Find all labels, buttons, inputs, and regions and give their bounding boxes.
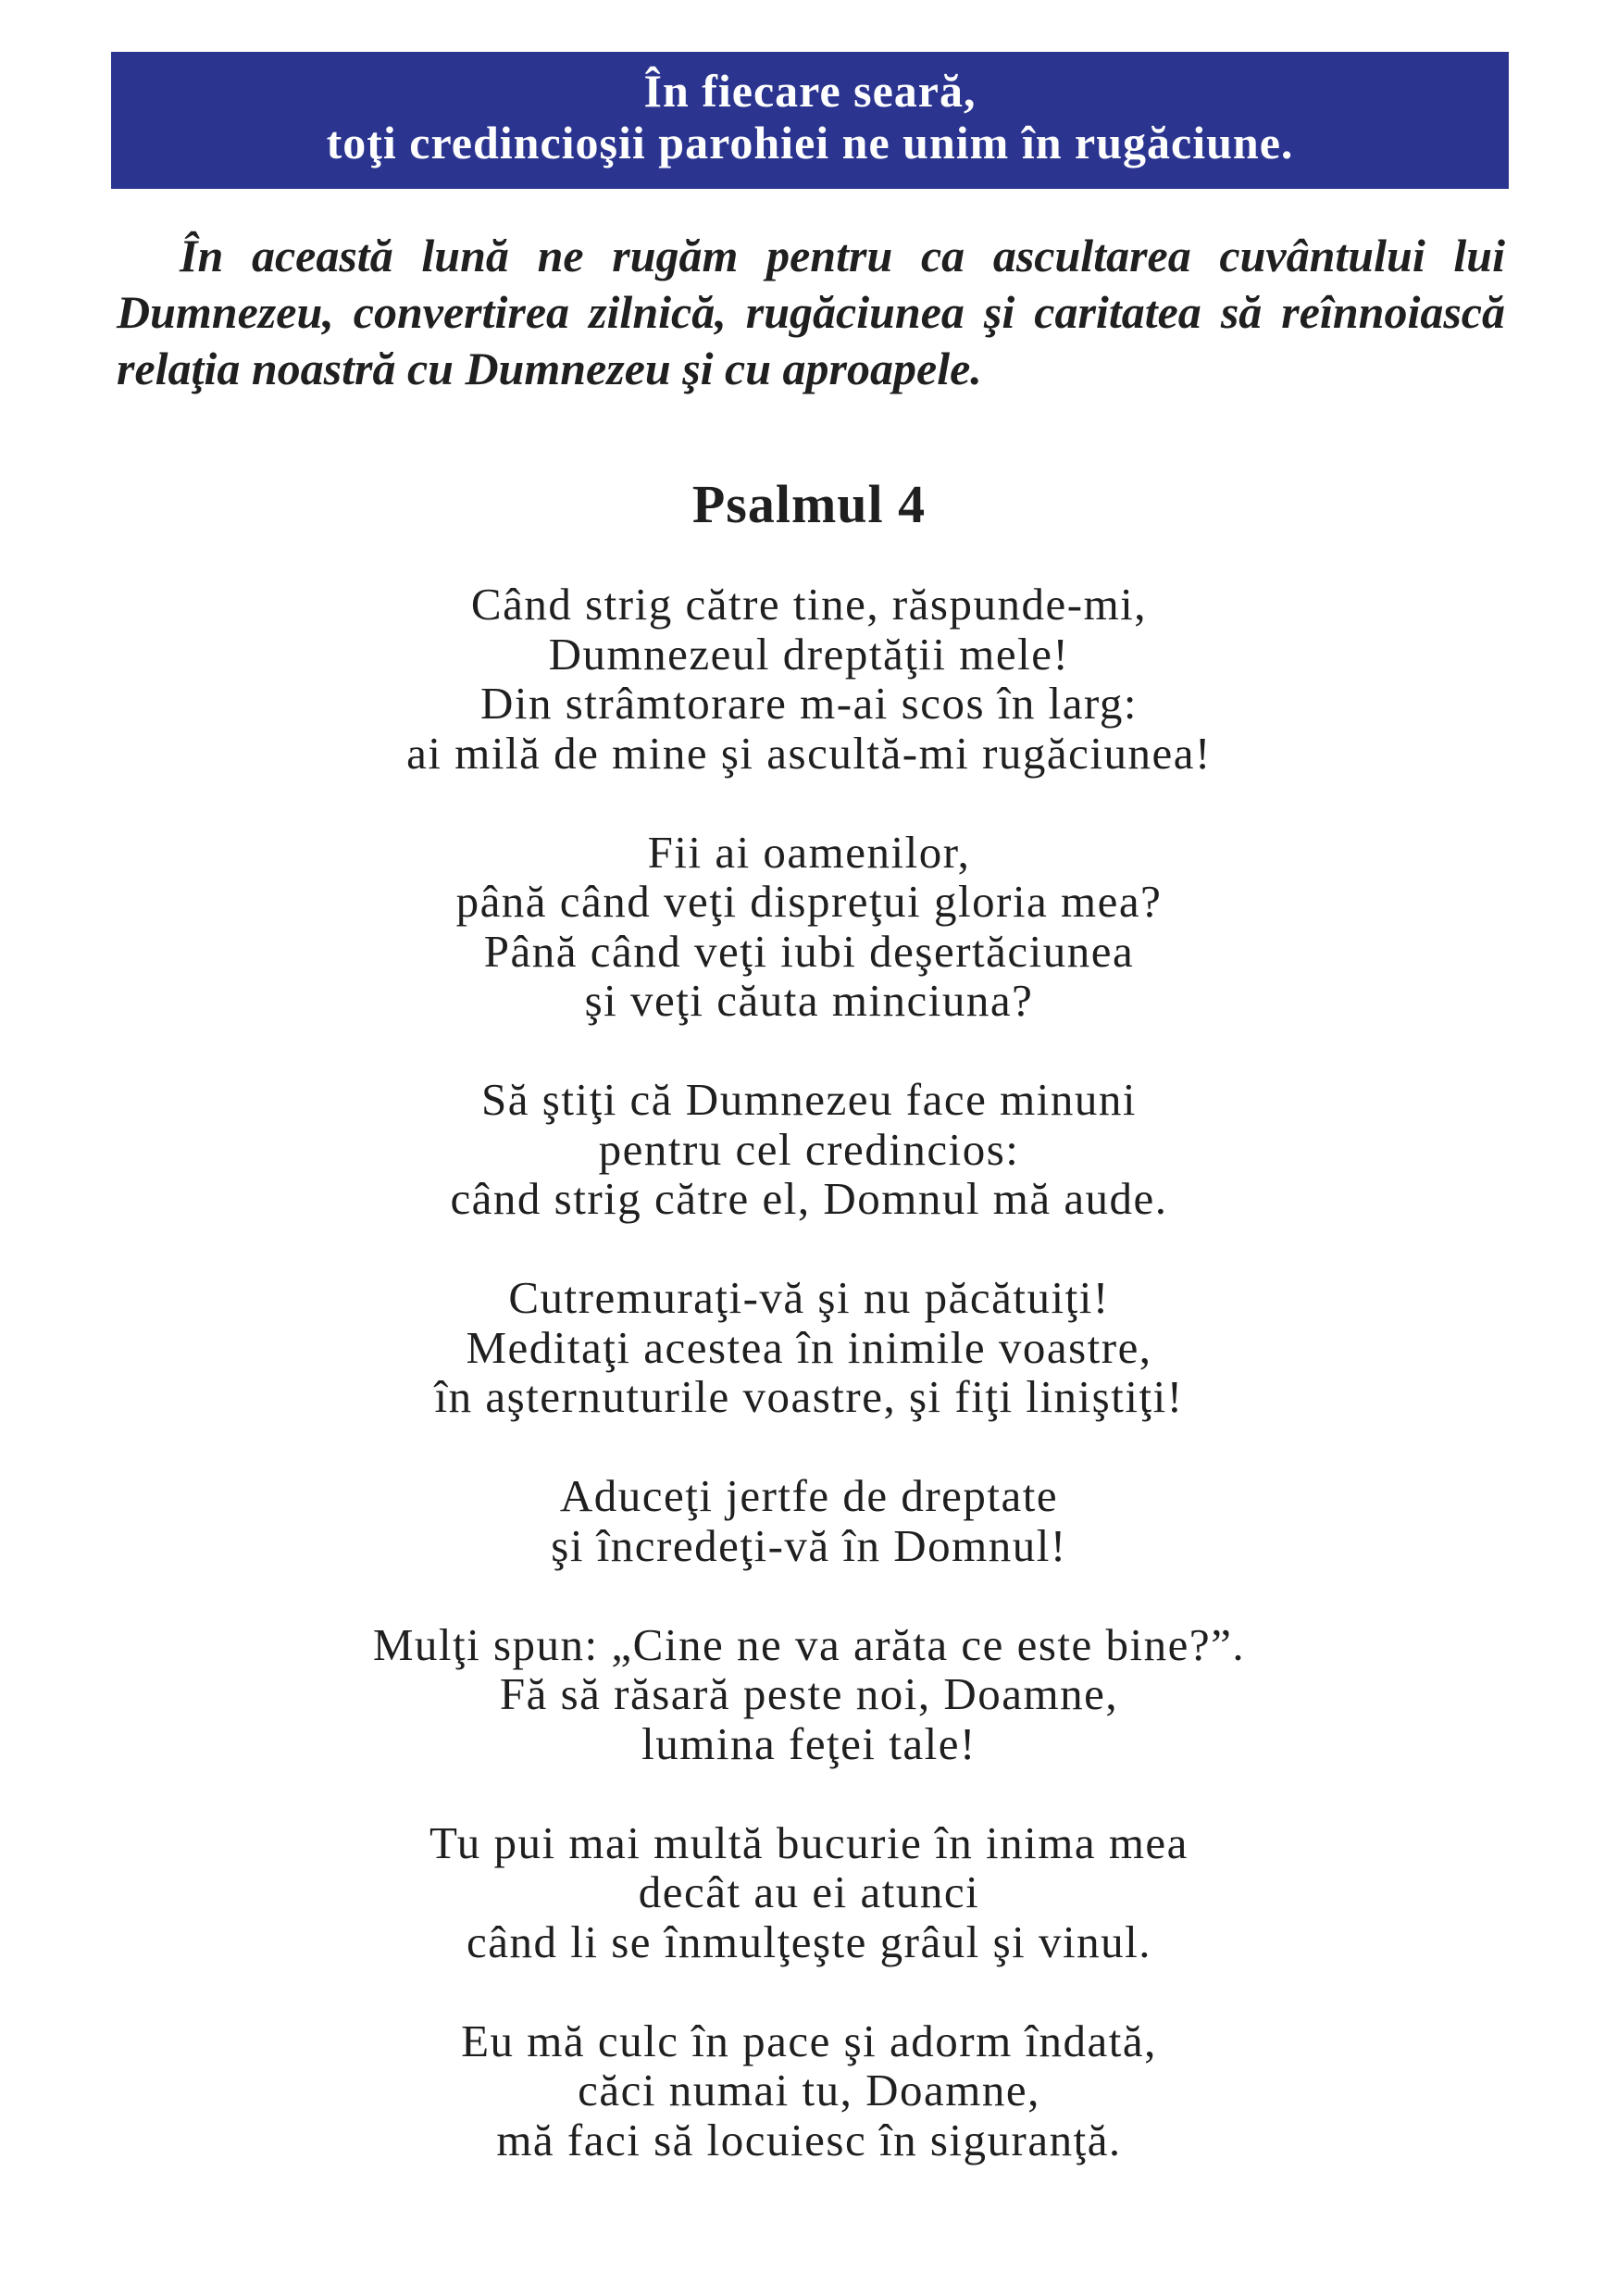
verse-line: mă faci să locuiesc în siguranţă. <box>496 2114 1122 2165</box>
stanza <box>0 2016 1618 2165</box>
banner-line-1: În fiecare seară, <box>643 65 977 117</box>
verse-line: şi veţi căuta minciuna? <box>584 975 1034 1026</box>
verse-line: când li se înmulţeşte grâul şi vinul. <box>466 1915 1152 1967</box>
verse-line: Eu mă culc în pace şi adorm îndată, <box>461 2015 1157 2066</box>
verse-line: Cutremuraţi-vă şi nu păcătuiţi! <box>508 1272 1110 1323</box>
verse-line: decât au ei atunci <box>638 1866 980 1917</box>
verse-line: Dumnezeul dreptăţii mele! <box>548 628 1070 680</box>
verse-line: Mulţi spun: „Cine ne va arăta ce este bine?”. <box>372 1618 1246 1670</box>
verse-line: pentru cel credincios: <box>598 1123 1020 1175</box>
stanza <box>0 1471 1618 1570</box>
stanza <box>0 828 1618 1026</box>
verse-line: Meditaţi acestea în inimile voastre, <box>466 1321 1152 1373</box>
verse-line: până când veţi dispreţui gloria mea? <box>455 876 1163 927</box>
intro-paragraph: În această lună ne rugăm pentru ca ascultarea cuvântului lui Dumnezeu, convertirea zilnică, rugăciunea şi caritatea să reînnoiască relaţia noastră cu Dumnezeu şi cu aproapele. <box>117 230 1505 394</box>
stanza <box>0 580 1618 778</box>
verse-line: ai milă de mine şi ascultă-mi rugăciunea! <box>406 727 1212 779</box>
verse-line: Din strâmtorare m-ai scos în larg: <box>479 678 1139 729</box>
psalm-title: Psalmul 4 <box>691 474 927 534</box>
verse-line: Tu pui mai multă bucurie în inima mea <box>429 1816 1189 1868</box>
verse-line: căci numai tu, Doamne, <box>578 2065 1040 2115</box>
verse-line: Fii ai oamenilor, <box>647 826 971 878</box>
verse-line: Când strig către tine, răspunde-mi, <box>470 579 1148 630</box>
verse-line: în aşternuturile voastre, şi fiţi liniştiţi! <box>434 1371 1184 1422</box>
verse-line: lumina feţei tale! <box>641 1717 977 1769</box>
stanza <box>0 1620 1618 1769</box>
header-banner <box>111 52 1509 189</box>
verse-line: şi încredeţi-vă în Domnul! <box>551 1519 1067 1571</box>
stanza <box>0 1075 1618 1224</box>
verse-line: când strig către el, Domnul mă aude. <box>450 1173 1168 1224</box>
verse-line: Fă să răsară peste noi, Doamne, <box>499 1668 1119 1719</box>
banner-line-2: toţi credincioşii parohiei ne unim în rugăciune. <box>326 117 1294 168</box>
verse-line: Să ştiţi că Dumnezeu face minuni <box>481 1074 1137 1125</box>
stanza <box>0 1818 1618 1967</box>
psalm-text <box>0 580 1618 2215</box>
verse-line: Până când veţi iubi deşertăciunea <box>483 925 1135 977</box>
stanza <box>0 1273 1618 1422</box>
verse-line: Aduceţi jertfe de dreptate <box>559 1470 1059 1521</box>
